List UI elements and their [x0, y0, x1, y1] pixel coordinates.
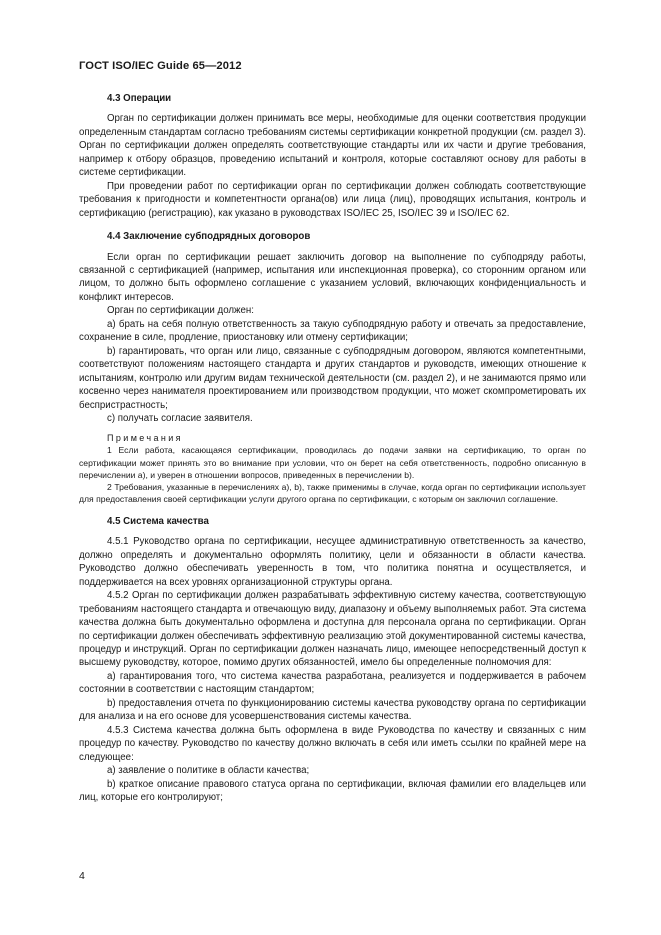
section-4-3-heading: 4.3 Операции — [107, 93, 172, 104]
document-header: ГОСТ ISO/IEC Guide 65—2012 — [79, 60, 242, 72]
section-4-4-paragraph-2: Орган по сертификации должен: — [107, 305, 254, 317]
section-4-3-paragraph-1: Орган по сертификации должен принимать все меры, необходимые для оценки соответствия продукции определенным стандартам согласно требованиям системы сертификации конкретной продукции (см. раздел 3). Орган по сертификации должен определять соответствующие стандарты или их части и другие требования, например к отбору образцов, проведению испытаний и контроля, которые составляют основу для работы в системе сертификации. — [79, 113, 586, 179]
note-2: 2 Требования, указанные в перечислениях а), b), также применимы в случае, когда орган по сертификации использует для предоставления своей сертификации услуги другого органа по сертификации, с которым он заключил соглашение. — [79, 481, 586, 504]
section-4-5-2-item-a: a) гарантирования того, что система качества разработана, реализуется и поддерживается в рабочем состоянии в соответствии с настоящим стандартом; — [79, 670, 586, 696]
section-4-5-3-item-b: b) краткое описание правового статуса органа по сертификации, включая фамилии его владельцев или лиц, которые его контролируют; — [79, 778, 586, 803]
section-4-4-heading: 4.4 Заключение субподрядных договоров — [107, 231, 311, 243]
notes-title: Примечания — [107, 433, 183, 444]
section-4-4-item-a: a) брать на себя полную ответственность за такую субподрядную работу и отвечать за предоставление, сохранение в силе, продление, приостановку или отмену сертификации; — [79, 318, 586, 344]
section-4-4-item-c: c) получать согласие заявителя. — [107, 412, 253, 424]
section-4-5-1-paragraph: 4.5.1 Руководство органа по сертификации, несущее административную ответственность за качество, должно определять и документально оформлять политику, цели и обязанности в области качества. Руководство должно обеспечивать уверенность в том, что политика понятна и осуществляется, и поддерживается на всех уровнях организационной структуры органа. — [79, 536, 586, 588]
page-body — [79, 92, 586, 804]
section-4-4-paragraph-1: Если орган по сертификации решает заключить договор на выполнение по субподряду работы, связанной с сертификацией (например, испытания или инспекционная проверка), со сторонним органом или лицом, то должно быть оформлено соглашение с указанием условий, включающих конфиденциальность и конфликт интересов. — [79, 251, 586, 303]
section-4-5-heading: 4.5 Система качества — [107, 515, 209, 527]
section-4-5-3-paragraph: 4.5.3 Система качества должна быть оформлена в виде Руководства по качеству и связанных с ним процедур по качеству. Руководство по качеству должно включать в себя или иметь ссылки по крайней мере на следующее: — [79, 724, 586, 763]
note-1: 1 Если работа, касающаяся сертификации, проводилась до подачи заявки на сертификацию, то орган по сертификации может принять это во внимание при условии, что он берет на себя ответственность, подробно описанную в перечислении а), и уверен в отношении вопросов, приведенных в перечислении b). — [79, 445, 586, 480]
section-4-5-3-item-a: a) заявление о политике в области качества; — [107, 765, 310, 777]
section-4-5-2-paragraph: 4.5.2 Орган по сертификации должен разрабатывать эффективную систему качества, соответствующую требованиям настоящего стандарта и отвечающую виду, диапазону и объему выполняемых работ. Эта система качества должна быть документально оформлена и доступна для персонала органа по сертификации. Орган по сертификации должен обеспечивать эффективную реализацию этой документированной системы качества, процедур и инструкций. Орган по сертификации должен назначать лицо, имеющее непосредственный доступ к высшему руководству, которое, помимо других обязанностей, имело бы определенные полномочия для: — [79, 590, 586, 669]
section-4-5-2-item-b: b) предоставления отчета по функционированию системы качества руководству органа по сертификации для анализа и на его основе для усовершенствования системы качества. — [79, 697, 586, 723]
section-4-3-paragraph-2: При проведении работ по сертификации орган по сертификации должен соблюдать соответствующие требования к пригодности и компетентности органа(ов) или лица (лиц), проводящих испытания, контроль и сертификацию (регистрацию), как указано в руководствах ISO/IEC 25, ISO/IEC 39 и ISO/IEC 62. — [79, 180, 586, 219]
page-number: 4 — [79, 870, 85, 882]
section-4-4-item-b: b) гарантировать, что орган или лицо, связанные с субподрядным договором, являются компетентными, соответствуют положениям настоящего стандарта и других стандартов и руководств, имеющих отношение к испытаниям, контролю или другим видам технической деятельности (см. раздел 2), и не занимаются прямо или косвенно через нанимателя проектированием или производством продукции, что может скомпрометировать их беспристрастность; — [79, 345, 586, 411]
